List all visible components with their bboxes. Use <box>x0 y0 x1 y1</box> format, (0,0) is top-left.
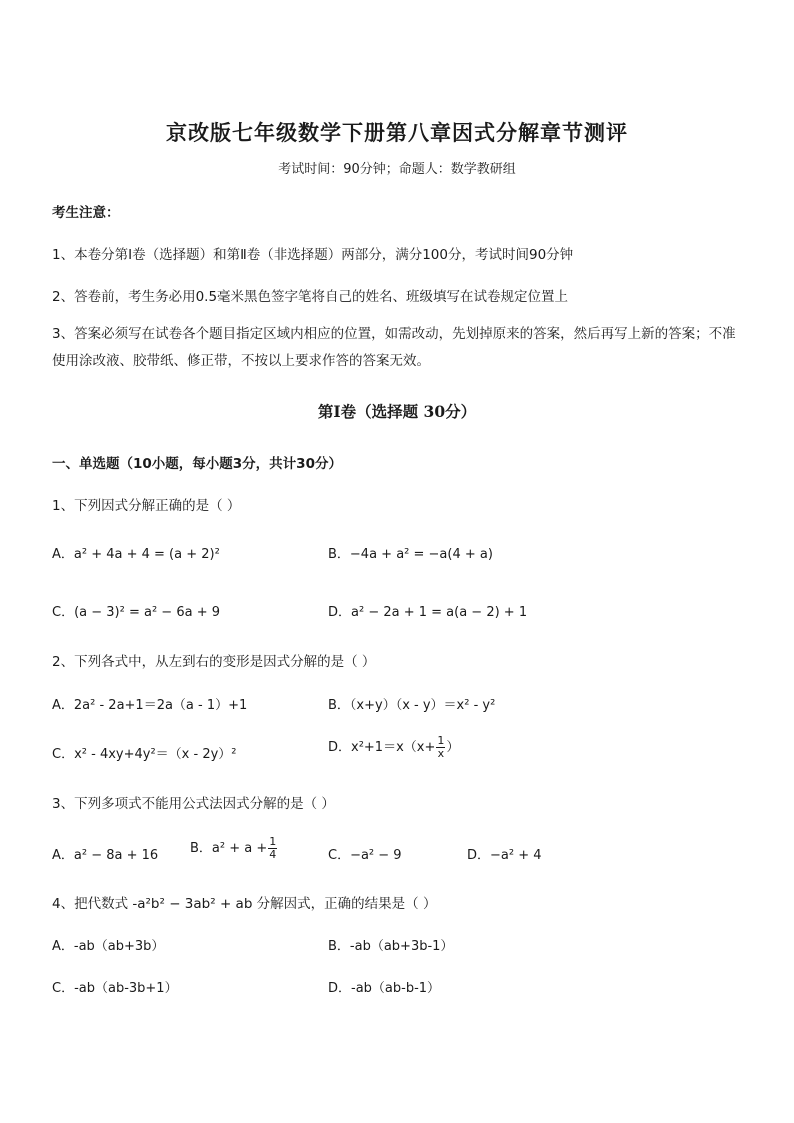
fraction-numerator: 1 <box>437 734 445 747</box>
option-b-text: B．a² + a + <box>190 841 268 856</box>
page-title: 京改版七年级数学下册第八章因式分解章节测评 <box>166 120 628 145</box>
option-d-close: ） <box>446 740 460 755</box>
option-b[interactable]: B．-ab（ab+3b-1） <box>328 939 454 954</box>
option-d[interactable]: D．a² − 2a + 1 = a(a − 2) + 1 <box>328 605 528 620</box>
notice-item: 1、本卷分第Ⅰ卷（选择题）和第Ⅱ卷（非选择题）两部分，满分100分，考试时间90分钟 <box>52 247 574 263</box>
exam-info: 考试时间：90分钟；命题人：数学教研组 <box>278 162 516 177</box>
notice-item: 2、答卷前，考生务必用0.5毫米黑色签字笔将自己的姓名、班级填写在试卷规定位置上 <box>52 289 569 305</box>
notice-item: 3、答案必须写在试卷各个题目指定区域内相应的位置，如需改动，先划掉原来的答案，然后再写上新的答案；不准使用涂改液、胶带纸、修正带，不按以上要求作答的答案无效。 <box>52 326 736 369</box>
fraction-numerator: 1 <box>269 835 277 848</box>
option-a[interactable]: A．2a² - 2a+1＝2a（a - 1）+1 <box>52 698 248 713</box>
option-b[interactable] <box>190 836 278 861</box>
part-heading: 一、单选题（10小题，每小题3分，共计30分） <box>52 456 342 472</box>
option-c[interactable]: C．(a − 3)² = a² − 6a + 9 <box>52 605 220 620</box>
fraction <box>436 735 445 760</box>
option-d[interactable]: D．−a² + 4 <box>467 848 542 863</box>
fraction-denominator: x <box>437 747 445 760</box>
option-a[interactable]: A．a² + 4a + 4 = (a + 2)² <box>52 547 220 562</box>
notice-heading: 考生注意： <box>52 205 120 221</box>
question-stem: 1、下列因式分解正确的是（ ） <box>52 498 241 514</box>
option-c[interactable]: C．-ab（ab-3b+1） <box>52 981 178 996</box>
option-b[interactable]: B．（x+y）（x - y）＝x² - y² <box>328 698 496 713</box>
section-title: 第Ⅰ卷（选择题 30分） <box>317 402 477 421</box>
option-d[interactable]: D．-ab（ab-b-1） <box>328 981 441 996</box>
question-stem: 2、下列各式中，从左到右的变形是因式分解的是（ ） <box>52 654 376 670</box>
question-stem: 4、把代数式 -a²b² − 3ab² + ab 分解因式，正确的结果是（ ） <box>52 896 437 912</box>
option-c[interactable]: C．x² - 4xy+4y²＝（x - 2y）² <box>52 747 237 762</box>
option-b[interactable]: B．−4a + a² = −a(4 + a) <box>328 547 493 562</box>
option-d-text: D．x²+1＝x（x+ <box>328 740 436 755</box>
fraction <box>268 836 277 861</box>
option-d[interactable] <box>328 735 459 760</box>
option-a[interactable]: A．a² − 8a + 16 <box>52 848 159 863</box>
fraction-denominator: 4 <box>269 848 277 861</box>
question-stem: 3、下列多项式不能用公式法因式分解的是（ ） <box>52 796 335 812</box>
option-a[interactable]: A．-ab（ab+3b） <box>52 939 165 954</box>
option-c[interactable]: C．−a² − 9 <box>328 848 402 863</box>
